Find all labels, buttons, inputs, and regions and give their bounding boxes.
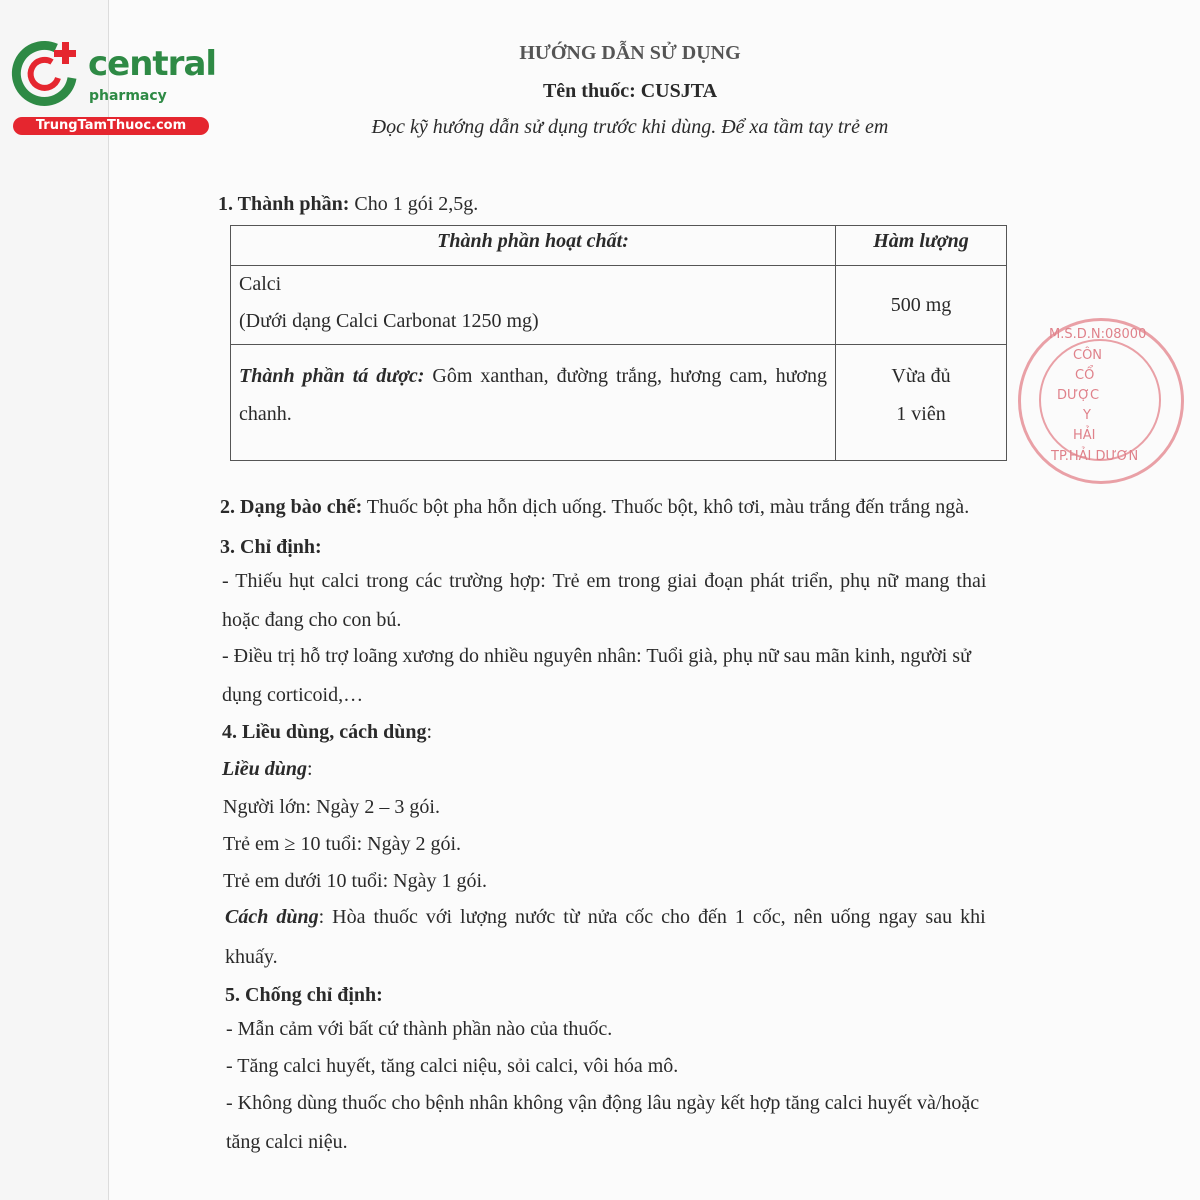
dose-colon: :	[307, 758, 313, 780]
company-stamp	[1018, 318, 1184, 484]
logo-sub: pharmacy	[89, 88, 167, 104]
s2-heading: 2. Dạng bào chế:	[220, 496, 363, 518]
excipient-amount	[836, 345, 1007, 461]
s4-heading: 4. Liều dùng, cách dùng	[222, 721, 427, 743]
excipient-text: Gôm xanthan, đường trắng, hương cam, hương chanh.	[239, 365, 828, 425]
dose-adult: Người lớn: Ngày 2 – 3 gói.	[223, 796, 440, 818]
stamp-text-2: CÔN	[1073, 348, 1103, 363]
usage-label: Cách dùng	[225, 906, 319, 928]
usage-line	[225, 906, 986, 929]
dose-child-under10: Trẻ em dưới 10 tuổi: Ngày 1 gói.	[223, 870, 488, 892]
s2-text: Thuốc bột pha hỗn dịch uống. Thuốc bột, khô tơi, màu trắng đến trắng ngà.	[362, 496, 970, 518]
dose-label-line	[222, 758, 313, 781]
s1-text: Cho 1 gói 2,5g.	[349, 193, 479, 215]
excipient-label: Thành phần tá dược:	[239, 365, 425, 387]
s5-heading: 5. Chống chỉ định:	[225, 984, 383, 1006]
drug-name: Tên thuốc: CUSJTA	[542, 80, 718, 102]
s3-l2: hoặc đang cho con bú.	[222, 609, 402, 631]
doc-title: HƯỚNG DẪN SỬ DỤNG	[519, 42, 741, 64]
dose-child-10plus: Trẻ em ≥ 10 tuổi: Ngày 2 gói.	[223, 833, 462, 855]
composition-table	[230, 225, 1007, 461]
calci-amount: 500 mg	[836, 266, 1007, 345]
stamp-text-6: HẢI	[1073, 428, 1096, 443]
calci-form: (Dưới dạng Calci Carbonat 1250 mg)	[239, 310, 539, 332]
s3-heading: 3. Chỉ định:	[220, 536, 322, 558]
s3-l3: - Điều trị hỗ trợ loãng xương do nhiều nguyên nhân: Tuổi già, phụ nữ sau mãn kinh, người sử	[222, 645, 971, 667]
stamp-text-4: DƯỢC	[1057, 388, 1100, 403]
stamp-text-1: M.S.D.N:08000	[1049, 327, 1147, 342]
stamp-text-7: TP.HẢI DƯƠN	[1051, 449, 1139, 464]
s1-heading: 1. Thành phần:	[218, 193, 350, 215]
logo-site: TrungTamThuoc.com	[13, 117, 209, 135]
s5-l1: - Mẫn cảm với bất cứ thành phần nào của thuốc.	[226, 1018, 613, 1040]
warning-line: Đọc kỹ hướng dẫn sử dụng trước khi dùng. Để xa tầm tay trẻ em	[371, 116, 889, 138]
excipient-amount-1: Vừa đủ	[891, 365, 951, 387]
stamp-text-5: Y	[1083, 408, 1091, 423]
s5-l4: tăng calci niệu.	[226, 1131, 348, 1153]
usage-text-2: khuấy.	[225, 946, 278, 968]
s4-heading-line	[222, 721, 432, 744]
scan-edge	[0, 0, 109, 1200]
logo-brand: central	[88, 44, 217, 84]
th-active: Thành phần hoạt chất:	[231, 226, 836, 266]
th-amount: Hàm lượng	[836, 226, 1007, 266]
s3-l4: dụng corticoid,…	[222, 684, 364, 706]
stamp-text-3: CỔ	[1075, 368, 1095, 383]
s3-l1: - Thiếu hụt calci trong các trường hợp: Trẻ em trong giai đoạn phát triển, phụ nữ mang thai	[222, 570, 987, 592]
s2-line	[220, 496, 969, 519]
excipient-amount-2: 1 viên	[896, 403, 946, 425]
s1-line	[218, 193, 478, 216]
s5-l2: - Tăng calci huyết, tăng calci niệu, sỏi calci, vôi hóa mô.	[226, 1055, 679, 1077]
calci-name: Calci	[239, 273, 282, 295]
row-calci	[231, 266, 836, 345]
row-excipients	[231, 345, 836, 461]
dose-label: Liều dùng	[222, 758, 308, 780]
usage-text: : Hòa thuốc với lượng nước từ nửa cốc cho đến 1 cốc, nên uống ngay sau khi	[318, 906, 986, 928]
s4-colon: :	[426, 721, 433, 743]
s5-l3: - Không dùng thuốc cho bệnh nhân không vận động lâu ngày kết hợp tăng calci huyết và/hoặc	[226, 1092, 980, 1114]
